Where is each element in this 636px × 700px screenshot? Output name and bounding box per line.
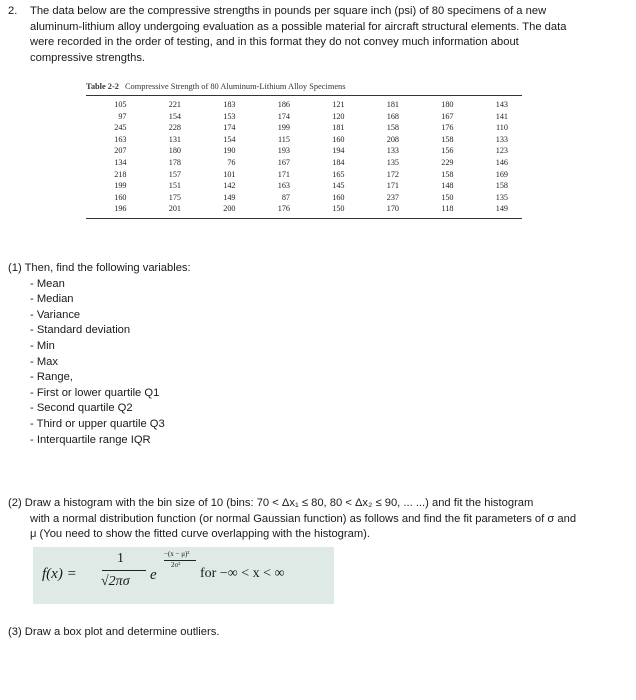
formula-domain: for −∞ < x < ∞ (200, 566, 285, 581)
table-cell: 181 (386, 100, 399, 109)
table-cell: 156 (441, 146, 454, 156)
table-cell: 163 (277, 181, 290, 191)
table-cell: 199 (114, 181, 127, 191)
table-cell: 221 (168, 100, 181, 109)
exponent-denominator: 2σ² (171, 561, 181, 569)
table-cell: 245 (114, 123, 127, 133)
table-cell: 123 (495, 146, 508, 156)
table-row (86, 157, 522, 169)
table-cell: 143 (495, 100, 508, 109)
table-row (86, 145, 522, 157)
table-cell: 149 (495, 204, 508, 214)
variable-item: - Mean (30, 277, 65, 290)
table-cell: 176 (277, 204, 290, 214)
table-cell: 121 (332, 100, 345, 109)
table-cell: 196 (114, 204, 127, 214)
table-row (86, 169, 522, 181)
table-caption (86, 82, 522, 91)
table-cell: 208 (386, 134, 399, 144)
table-cell: 131 (168, 134, 181, 144)
table-cell: 201 (168, 204, 181, 214)
table-cell: 190 (223, 146, 236, 156)
table-cell: 87 (281, 192, 290, 202)
part-2-line: μ (You need to show the fitted curve overlapping with the histogram). (30, 528, 370, 541)
table-cell: 158 (441, 169, 454, 179)
formula-numerator: 1 (117, 551, 124, 566)
table-cell: 168 (386, 111, 399, 121)
table-cell: 170 (386, 204, 399, 214)
table-cell: 153 (223, 111, 236, 121)
variable-item: - Second quartile Q2 (30, 402, 133, 415)
table-cell: 150 (332, 204, 345, 214)
table-cell: 174 (277, 111, 290, 121)
part-3-text: (3) Draw a box plot and determine outliers. (8, 626, 220, 638)
table-cell: 120 (332, 111, 345, 121)
table-cell: 193 (277, 146, 290, 156)
compressive-strength-table (86, 95, 522, 219)
table-row (86, 180, 522, 192)
table-cell: 76 (227, 157, 236, 167)
part-2-line: (2) Draw a histogram with the bin size of 10 (bins: 70 < Δx₁ ≤ 80, 80 < Δx₂ ≤ 90, ... ...) and fit the histogram (8, 497, 534, 509)
table-cell: 135 (386, 157, 399, 167)
gaussian-formula (33, 547, 334, 604)
table-cell: 110 (496, 123, 508, 133)
table-cell: 183 (223, 100, 236, 109)
table-cell: 160 (332, 192, 345, 202)
variable-item: - Standard deviation (30, 324, 131, 337)
table-cell: 167 (277, 157, 290, 167)
part-1-heading: (1) Then, find the following variables: (8, 262, 191, 274)
table-cell: 180 (441, 100, 454, 109)
table-label: Table 2-2 (86, 82, 119, 91)
intro-line: compressive strengths. (30, 51, 146, 64)
table-row (86, 134, 522, 146)
formula-base: e (150, 567, 157, 583)
variable-item: - Interquartile range IQR (30, 433, 151, 446)
table-cell: 178 (168, 157, 181, 167)
question-number: 2. (8, 5, 18, 17)
table-cell: 133 (386, 146, 399, 156)
table-cell: 180 (168, 146, 181, 156)
table-cell: 228 (168, 123, 181, 133)
table-cell: 218 (114, 169, 127, 179)
table-cell: 151 (168, 181, 181, 191)
part-1 (8, 261, 191, 448)
table-row (86, 111, 522, 123)
variable-item: - Third or upper quartile Q3 (30, 417, 165, 430)
table-row (86, 192, 522, 204)
table-cell: 175 (168, 192, 181, 202)
table-cell: 158 (495, 181, 508, 191)
table-cell: 97 (118, 111, 127, 121)
intro-line: aluminum-lithium alloy undergoing evaluation as a possible material for aircraft structural elements. The data (30, 20, 567, 33)
table-cell: 146 (495, 157, 508, 167)
table-cell: 163 (114, 134, 127, 144)
table-cell: 172 (386, 169, 399, 179)
table-cell: 200 (223, 204, 236, 214)
table-cell: 229 (441, 157, 454, 167)
formula-denominator: √2πσ (101, 574, 130, 589)
table-cell: 141 (495, 111, 508, 121)
table-cell: 101 (223, 169, 236, 179)
table-cell: 105 (114, 100, 127, 109)
table-cell: 171 (277, 169, 290, 179)
table-row (86, 203, 522, 218)
data-table-block (86, 82, 522, 219)
table-cell: 160 (114, 192, 127, 202)
table-cell: 148 (441, 181, 454, 191)
table-row (86, 96, 522, 111)
question-2-intro (8, 4, 620, 66)
table-cell: 186 (277, 100, 290, 109)
table-cell: 118 (441, 204, 454, 214)
table-cell: 115 (278, 134, 290, 144)
table-cell: 154 (223, 134, 236, 144)
variable-item: - Median (30, 293, 74, 306)
table-cell: 181 (332, 123, 345, 133)
table-cell: 167 (441, 111, 454, 121)
table-cell: 184 (332, 157, 345, 167)
fraction-bar (102, 570, 146, 571)
formula-lhs: f(x) = (42, 566, 77, 582)
table-cell: 145 (332, 181, 345, 191)
table-cell: 207 (114, 146, 127, 156)
part-3 (8, 625, 219, 641)
intro-line: The data below are the compressive strengths in pounds per square inch (psi) of 80 specimens of a new (30, 5, 547, 17)
variable-item: - First or lower quartile Q1 (30, 386, 160, 399)
table-cell: 135 (495, 192, 508, 202)
table-cell: 199 (277, 123, 290, 133)
table-cell: 160 (332, 134, 345, 144)
table-cell: 176 (441, 123, 454, 133)
table-title: Compressive Strength of 80 Aluminum-Lithium Alloy Specimens (124, 82, 346, 91)
table-cell: 142 (223, 181, 236, 191)
table-cell: 169 (495, 169, 508, 179)
variable-list (8, 277, 191, 449)
table-cell: 149 (223, 192, 236, 202)
intro-line: were recorded in the order of testing, and in this format they do not convey much information about (30, 36, 519, 49)
table-cell: 237 (386, 192, 399, 202)
table-cell: 174 (223, 123, 236, 133)
table-cell: 133 (495, 134, 508, 144)
table-cell: 194 (332, 146, 345, 156)
table-cell: 171 (386, 181, 399, 191)
table-cell: 158 (386, 123, 399, 133)
part-2 (8, 496, 620, 543)
table-cell: 157 (168, 169, 181, 179)
table-cell: 158 (441, 134, 454, 144)
table-cell: 154 (168, 111, 181, 121)
variable-item: - Min (30, 339, 55, 352)
table-cell: 134 (114, 157, 127, 167)
variable-item: - Range, (30, 371, 73, 384)
table-row (86, 122, 522, 134)
variable-item: - Max (30, 355, 58, 368)
part-2-line: with a normal distribution function (or normal Gaussian function) as follows and find the fit parameters of σ and (30, 512, 577, 525)
exponent-numerator: −(x − μ)² (164, 550, 190, 558)
table-cell: 150 (441, 192, 454, 202)
table-cell: 165 (332, 169, 345, 179)
variable-item: - Variance (30, 308, 81, 321)
